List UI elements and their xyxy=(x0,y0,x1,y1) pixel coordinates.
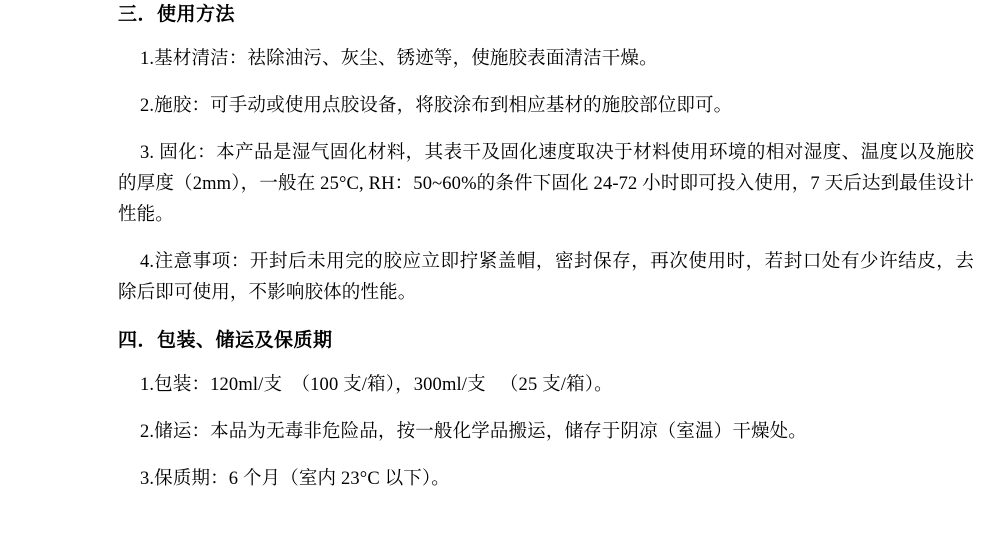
paragraph-text: 4.注意事项：开封后未用完的胶应立即拧紧盖帽，密封保存，再次使用时，若封口处有少许结皮，去除后即可使用，不影响胶体的性能。 xyxy=(118,252,974,303)
paragraph-shelf-life xyxy=(118,448,974,495)
paragraph-text: 2.施胶：可手动或使用点胶设备，将胶涂布到相应基材的施胶部位即可。 xyxy=(140,96,733,116)
section-heading-usage: 三．使用方法 xyxy=(118,4,236,25)
paragraph-text: 3. 固化：本产品是湿气固化材料，其表干及固化速度取决于材料使用环境的相对湿度、温度以及施胶的厚度（2mm），一般在 25°C, RH：50~60%的条件下固化 24-72 小时即可投入使用，7 天后达到最佳设计性能。 xyxy=(118,143,974,225)
section-heading-packaging: 四．包装、储运及保质期 xyxy=(118,330,333,351)
paragraph-adhesive-application xyxy=(118,75,974,122)
paragraph-text: 2.储运：本品为无毒非危险品，按一般化学品搬运，储存于阴凉（室温）干燥处。 xyxy=(140,422,807,442)
paragraph-storage-transport xyxy=(118,401,974,448)
paragraph-text: 1.基材清洁：祛除油污、灰尘、锈迹等，使施胶表面清洁干燥。 xyxy=(140,49,658,69)
paragraph-text: 1.包装：120ml/支 （100 支/箱），300ml/支 （25 支/箱）。 xyxy=(140,375,613,395)
paragraph-curing xyxy=(118,122,974,231)
paragraph-text: 3.保质期：6 个月（室内 23°C 以下）。 xyxy=(140,469,450,489)
paragraph-packaging xyxy=(118,354,974,401)
paragraph-precautions xyxy=(118,231,974,309)
paragraph-substrate-cleaning xyxy=(118,28,974,75)
